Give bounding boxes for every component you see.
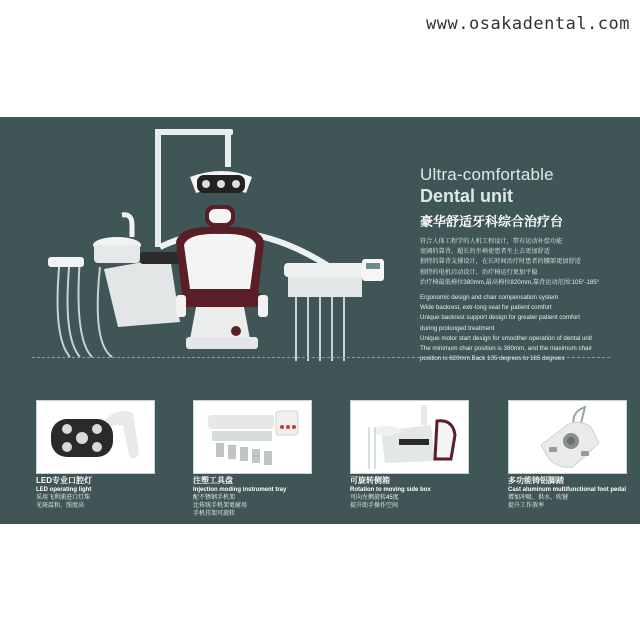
desc-en-line: Unique motor start design for smoother operation of dental unit	[420, 334, 592, 342]
side-box-icon	[369, 405, 455, 469]
operating-light-icon	[190, 171, 252, 193]
instrument-tray-icon	[284, 259, 384, 361]
feature-line: 提升助手操作空间	[350, 503, 399, 509]
desc-en-line: position is 820mm.Back 105 degrees to 185 degrees	[420, 355, 565, 363]
title-en-line2: Dental unit	[420, 186, 513, 206]
title-en-line1: Ultra-comfortable	[420, 165, 554, 184]
product-panel	[0, 117, 640, 524]
feature-line: 提升工作效率	[508, 503, 545, 509]
title-block	[420, 165, 563, 230]
feature-caption-side-box	[350, 476, 480, 510]
feature-line: 配不锈钢手机架	[193, 495, 236, 501]
feature-subtitle: Injection moding instrument tray	[193, 487, 287, 493]
desc-en-line: Wide backrest, extr-long seat for patient comfort	[420, 304, 552, 312]
feature-title: 多功能铸铝脚踏	[508, 476, 564, 485]
feature-line: 可向左侧旋转45度	[350, 495, 399, 501]
feature-caption-instrument-tray	[193, 476, 323, 518]
feature-subtitle: Rotation to moving side box	[350, 487, 431, 493]
desc-en-line: during prolonged treatment	[420, 324, 495, 332]
feature-title: 注塑工具盘	[193, 476, 233, 485]
feature-card-foot-pedal	[508, 400, 627, 474]
feature-card-led-light	[36, 400, 155, 474]
spittoon-icon	[93, 215, 141, 263]
instrument-tray-icon	[208, 411, 298, 465]
watermark-text: www.osakadental.com	[426, 14, 630, 34]
feature-line: 增加冲吸、供水、吹键	[508, 495, 569, 501]
desc-en-line: Ergonomic design and chair compensation system	[420, 294, 559, 302]
feature-subtitle: Cast aluminum multifunctional foot pedal	[508, 487, 627, 493]
desc-cn-line: 独特的靠背支撑设计，在长时间治疗时患者的腰部更加舒适	[420, 258, 581, 266]
desc-en-line: Unique backrest support design for greater patient comfort	[420, 314, 580, 322]
dental-unit-illustration	[0, 117, 420, 367]
feature-title: 可旋转侧箱	[350, 476, 390, 485]
foot-pedal-icon	[541, 407, 599, 467]
feature-title: LED专业口腔灯	[36, 476, 92, 485]
feature-card-instrument-tray	[193, 400, 312, 474]
feature-line: 采用飞利浦进口灯珠	[36, 495, 91, 501]
feature-card-side-box	[350, 400, 469, 474]
desc-cn-line: 治疗椅最低椅位380mm,最高椅位820mm,靠背运动范围:105°-185°	[420, 278, 600, 286]
feature-line: 比传统手机架更耐用	[193, 503, 248, 509]
desc-en-line: The minimum chair position is 380mm, and the maximum chair	[420, 345, 592, 353]
desc-cn-line: 宽阔的靠背，超长的坐椅使患者坐上去更加舒适	[420, 248, 550, 256]
desc-cn-line: 符合人体工程学的人机工程设计，带有运动补偿功能	[420, 238, 563, 245]
title-cn: 豪华舒适牙科综合治疗台	[420, 214, 564, 229]
dental-chair-icon	[176, 205, 268, 349]
led-light-icon	[51, 411, 139, 459]
feature-caption-foot-pedal	[508, 476, 638, 510]
feature-subtitle: LED operating light	[36, 487, 92, 493]
product-description	[420, 237, 630, 364]
feature-line: 手机挂架可旋转	[193, 511, 236, 517]
feature-caption-led-light	[36, 476, 166, 510]
feature-line: 光斑温和、照度高	[36, 503, 85, 509]
desc-cn-line: 独特的电机启动设计，治疗椅运行更加平稳	[420, 268, 538, 276]
